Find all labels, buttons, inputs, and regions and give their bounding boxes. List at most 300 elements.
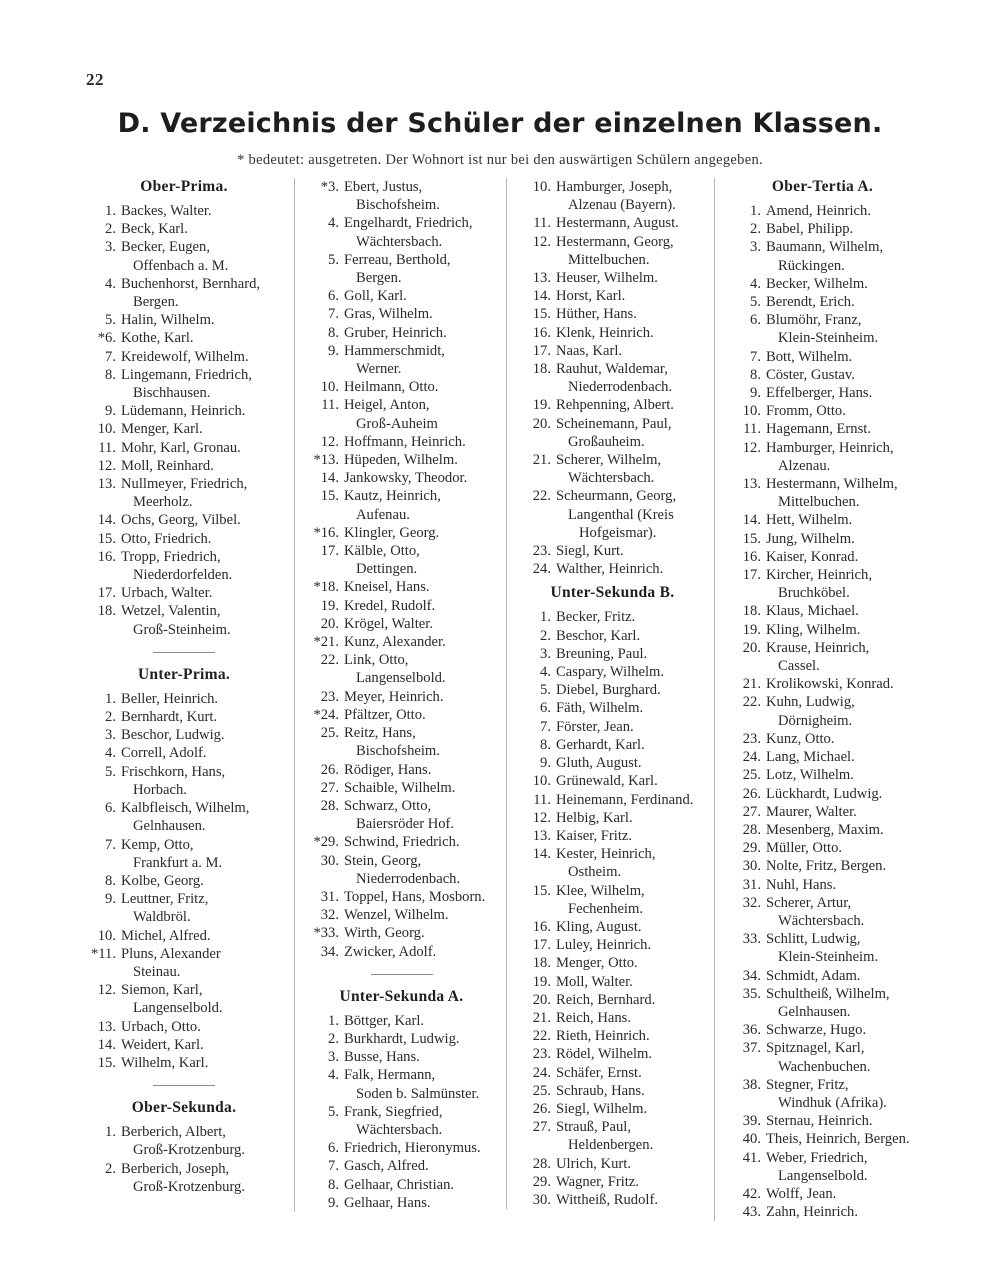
student-entry — [731, 420, 914, 438]
entry-residence: Langenthal (Kreis — [568, 506, 674, 523]
entry-name: Kautz, Heinrich, — [344, 488, 441, 505]
class-heading: Ober-Tertia A. — [771, 178, 874, 195]
entry-name: Lang, Michael. — [766, 749, 855, 766]
entry-number: 29. — [532, 1173, 551, 1190]
student-entry — [86, 366, 282, 402]
entry-number: 2. — [105, 1160, 116, 1177]
student-entry — [731, 475, 914, 511]
entry-name: Weidert, Karl. — [121, 1036, 204, 1053]
entry-name: Förster, Jean. — [556, 718, 634, 735]
entry-residence: Aufenau. — [356, 506, 410, 523]
entry-residence: Steinau. — [133, 963, 181, 980]
entry-number: 8. — [750, 366, 761, 383]
entry-number: 10. — [97, 421, 116, 438]
student-entry — [521, 736, 704, 754]
entry-number: 30. — [320, 852, 339, 869]
student-entry — [731, 530, 914, 548]
entry-number: 2. — [105, 709, 116, 726]
student-entry — [521, 178, 704, 214]
entry-number: 26. — [742, 785, 761, 802]
entry-name: Hamburger, Joseph, — [556, 179, 673, 195]
entry-residence: Klein-Steinheim. — [778, 330, 879, 347]
student-entry — [731, 384, 914, 402]
entry-number: 3. — [105, 727, 116, 744]
student-entry — [309, 324, 494, 342]
entry-name: Schwarze, Hugo. — [766, 1022, 867, 1039]
entry-number: 7. — [540, 718, 551, 735]
entry-residence: Dörnigheim. — [778, 712, 853, 729]
entry-residence: Langenselbold. — [356, 670, 446, 687]
entry-number: 5. — [750, 294, 761, 311]
entry-name: Pfältzer, Otto. — [344, 706, 426, 723]
entry-number: 11. — [533, 215, 551, 232]
entry-name: Siemon, Karl, — [121, 982, 203, 999]
student-entry — [86, 202, 282, 220]
student-entry — [309, 305, 494, 323]
entry-number: *6. — [97, 330, 116, 347]
student-entry — [309, 469, 494, 487]
entry-name: Rieth, Heinrich. — [556, 1028, 650, 1045]
entry-residence: Wächtersbach. — [356, 233, 443, 250]
entry-name: Schmidt, Adam. — [766, 967, 861, 984]
entry-number: 11. — [98, 439, 116, 456]
student-entry — [521, 451, 704, 487]
entry-number: 6. — [750, 312, 761, 329]
student-entry — [309, 906, 494, 924]
student-entry — [731, 238, 914, 274]
student-entry — [521, 415, 704, 451]
entry-number: 10. — [97, 927, 116, 944]
entry-number: 14. — [742, 512, 761, 529]
entry-number: 10. — [742, 403, 761, 420]
entry-name: Hamburger, Heinrich, — [766, 439, 894, 456]
entry-number: 34. — [742, 967, 761, 984]
entry-number: *11. — [91, 945, 116, 962]
student-entry — [309, 597, 494, 615]
student-entry — [521, 1100, 704, 1118]
entry-number: 7. — [750, 348, 761, 365]
student-entry — [309, 1066, 494, 1102]
section-divider — [153, 652, 215, 653]
student-entry — [521, 305, 704, 323]
entry-number: 1. — [105, 203, 116, 219]
entry-number: 9. — [105, 403, 116, 420]
column-1 — [86, 178, 294, 1196]
entry-number: 15. — [742, 530, 761, 547]
student-entry — [731, 402, 914, 420]
entry-name: Zahn, Heinrich. — [766, 1204, 858, 1221]
entry-residence: Groß-Steinheim. — [133, 621, 231, 638]
entry-name: Helbig, Karl. — [556, 809, 633, 826]
student-list — [309, 1012, 494, 1212]
page-number: 22 — [86, 70, 104, 89]
entry-residence: Langenselbold. — [778, 1167, 868, 1184]
entry-name: Kemp, Otto, — [121, 836, 194, 853]
entry-residence: Gelnhausen. — [133, 818, 206, 835]
student-entry — [731, 439, 914, 475]
entry-name: Kredel, Rudolf. — [344, 597, 436, 614]
entry-name: Krögel, Walter. — [344, 615, 433, 632]
entry-name: Schäfer, Ernst. — [556, 1064, 642, 1081]
entry-name: Kolbe, Georg. — [121, 872, 204, 889]
entry-residence: Gelnhausen. — [778, 1003, 851, 1020]
entry-name: Hoffmann, Heinrich. — [344, 433, 466, 450]
student-entry — [309, 451, 494, 469]
student-entry — [731, 548, 914, 566]
student-list — [309, 178, 494, 961]
entry-name: Kalbfleisch, Wilhelm, — [121, 800, 250, 817]
entry-name: Cöster, Gustav. — [766, 366, 855, 383]
class-columns — [86, 178, 914, 1221]
entry-name: Kircher, Heinrich, — [766, 567, 872, 584]
entry-number: 15. — [320, 488, 339, 505]
entry-number: 11. — [743, 421, 761, 438]
entry-number: *21. — [313, 634, 339, 651]
student-entry — [731, 894, 914, 930]
page-subtitle: * bedeutet: ausgetreten. Der Wohnort ist nur bei den auswärtigen Schülern angegeben. — [237, 152, 763, 168]
entry-name: Heuser, Wilhelm. — [556, 270, 658, 287]
entry-residence: Niederrodenbach. — [356, 870, 461, 887]
student-list — [521, 178, 704, 578]
entry-name: Wilhelm, Karl. — [121, 1054, 209, 1071]
entry-number: 13. — [532, 270, 551, 287]
entry-number: 15. — [97, 530, 116, 547]
entry-name: Schraub, Hans. — [556, 1082, 645, 1099]
entry-number: 14. — [320, 470, 339, 487]
entry-number: 34. — [320, 943, 339, 960]
student-entry — [521, 973, 704, 991]
student-entry — [309, 852, 494, 888]
entry-name: Busse, Hans. — [344, 1049, 420, 1066]
student-entry — [731, 348, 914, 366]
student-entry — [309, 178, 494, 214]
class-block-ober-sekunda — [86, 1099, 282, 1196]
entry-number: 12. — [532, 809, 551, 826]
entry-number: 9. — [328, 1194, 339, 1211]
entry-name: Naas, Karl. — [556, 342, 623, 359]
entry-number: 26. — [532, 1100, 551, 1117]
student-entry — [309, 1157, 494, 1175]
student-entry — [731, 566, 914, 602]
student-entry — [521, 663, 704, 681]
entry-residence: Ostheim. — [568, 864, 622, 881]
entry-number: 1. — [105, 1124, 116, 1141]
entry-number: *24. — [313, 706, 339, 723]
entry-name: Hüther, Hans. — [556, 306, 637, 323]
entry-residence: Alzenau (Bayern). — [568, 197, 676, 214]
student-entry — [309, 651, 494, 687]
entry-name: Siegl, Wilhelm. — [556, 1100, 648, 1117]
entry-name: Moll, Reinhard. — [121, 457, 214, 474]
entry-number: 6. — [540, 700, 551, 717]
student-entry — [86, 329, 282, 347]
student-entry — [521, 1009, 704, 1027]
student-entry — [309, 378, 494, 396]
entry-name: Rödiger, Hans. — [344, 761, 432, 778]
entry-number: 22. — [532, 488, 551, 505]
student-entry — [731, 275, 914, 293]
entry-name: Weber, Friedrich, — [766, 1149, 868, 1166]
entry-name: Krause, Heinrich, — [766, 639, 870, 656]
entry-number: 3. — [105, 239, 116, 256]
entry-name: Moll, Walter. — [556, 973, 633, 990]
student-entry — [86, 872, 282, 890]
student-entry — [86, 690, 282, 708]
entry-number: 38. — [742, 1076, 761, 1093]
entry-number: 14. — [97, 512, 116, 529]
student-entry — [521, 699, 704, 717]
class-heading: Ober-Prima. — [140, 178, 228, 195]
entry-residence: Groß-Krotzenburg. — [133, 1142, 245, 1159]
entry-number: 6. — [328, 288, 339, 305]
student-entry — [731, 839, 914, 857]
entry-number: 16. — [97, 548, 116, 565]
entry-number: 7. — [328, 306, 339, 323]
entry-name: Kaiser, Fritz. — [556, 827, 633, 844]
entry-number: 10. — [532, 179, 551, 195]
student-entry — [731, 857, 914, 875]
entry-name: Urbach, Walter. — [121, 585, 213, 602]
entry-name: Hestermann, August. — [556, 215, 679, 232]
entry-number: 27. — [320, 779, 339, 796]
entry-residence: Groß-Auheim — [356, 415, 438, 432]
entry-number: 13. — [532, 827, 551, 844]
entry-name: Becker, Eugen, — [121, 239, 210, 256]
entry-name: Jung, Wilhelm. — [766, 530, 855, 547]
student-entry — [521, 269, 704, 287]
entry-name: Scherer, Artur, — [766, 894, 852, 911]
entry-name: Gluth, August. — [556, 755, 642, 772]
student-entry — [731, 220, 914, 238]
entry-number: 7. — [328, 1158, 339, 1175]
entry-number: 40. — [742, 1131, 761, 1148]
entry-name: Tropp, Friedrich, — [121, 548, 221, 565]
entry-number: 19. — [532, 973, 551, 990]
student-list — [86, 690, 282, 1072]
entry-name: Kling, August. — [556, 918, 642, 935]
entry-name: Maurer, Walter. — [766, 803, 857, 820]
entry-name: Stegner, Fritz, — [766, 1076, 849, 1093]
student-entry — [309, 779, 494, 797]
student-entry — [86, 439, 282, 457]
entry-number: 16. — [532, 918, 551, 935]
entry-residence: Waldbröl. — [133, 909, 191, 926]
student-entry — [521, 627, 704, 645]
entry-name: Hagemann, Ernst. — [766, 421, 871, 438]
entry-residence: Soden b. Salmünster. — [356, 1085, 480, 1102]
entry-number: 5. — [328, 251, 339, 268]
entry-residence: Cassel. — [778, 658, 820, 675]
student-entry — [521, 1045, 704, 1063]
student-entry — [309, 615, 494, 633]
entry-number: 19. — [742, 621, 761, 638]
entry-name: Klenk, Heinrich. — [556, 324, 654, 341]
student-entry — [309, 833, 494, 851]
entry-name: Pluns, Alexander — [121, 945, 221, 962]
entry-name: Fromm, Otto. — [766, 403, 846, 420]
entry-name: Sternau, Heinrich. — [766, 1113, 873, 1130]
entry-name: Rauhut, Waldemar, — [556, 361, 668, 378]
entry-name: Beck, Karl. — [121, 221, 188, 238]
entry-residence: Klein-Steinheim. — [778, 949, 879, 966]
entry-name: Otto, Friedrich. — [121, 530, 212, 547]
entry-name: Bernhardt, Kurt. — [121, 709, 218, 726]
entry-name: Lingemann, Friedrich, — [121, 366, 252, 383]
student-entry — [521, 214, 704, 232]
entry-number: 18. — [532, 361, 551, 378]
entry-residence: Bruchköbel. — [778, 585, 850, 602]
entry-residence: Dettingen. — [356, 561, 418, 578]
student-entry — [86, 402, 282, 420]
class-block-unter-sekunda-a — [309, 988, 494, 1212]
entry-number: 15. — [97, 1054, 116, 1071]
entry-name: Hett, Wilhelm. — [766, 512, 853, 529]
entry-number: 4. — [328, 215, 339, 232]
entry-number: 1. — [105, 690, 116, 707]
student-entry — [521, 918, 704, 936]
entry-number: 12. — [532, 233, 551, 250]
entry-number: 5. — [328, 1103, 339, 1120]
student-entry — [521, 1027, 704, 1045]
entry-name: Theis, Heinrich, Bergen. — [766, 1131, 910, 1148]
entry-name: Frank, Siegfried, — [344, 1103, 443, 1120]
student-entry — [731, 730, 914, 748]
entry-number: 41. — [742, 1149, 761, 1166]
entry-number: 11. — [321, 397, 339, 414]
entry-name: Heigel, Anton, — [344, 397, 430, 414]
student-entry — [86, 1018, 282, 1036]
class-heading: Ober-Sekunda. — [131, 1099, 237, 1117]
entry-name: Urbach, Otto. — [121, 1018, 201, 1035]
entry-number: 6. — [105, 800, 116, 817]
entry-number: 32. — [320, 907, 339, 924]
student-entry — [309, 1176, 494, 1194]
entry-number: 15. — [532, 306, 551, 323]
entry-number: 29. — [742, 840, 761, 857]
entry-number: 4. — [750, 275, 761, 292]
entry-number: 2. — [750, 221, 761, 238]
student-entry — [309, 761, 494, 779]
entry-name: Schwarz, Otto, — [344, 797, 432, 814]
student-entry — [521, 718, 704, 736]
class-block-unter-prima — [86, 666, 282, 1072]
entry-name: Scheurmann, Georg, — [556, 488, 677, 505]
section-divider — [371, 974, 433, 975]
entry-number: *3. — [320, 179, 339, 195]
entry-name: Luley, Heinrich. — [556, 937, 652, 954]
entry-number: 7. — [105, 348, 116, 365]
entry-number: 42. — [742, 1185, 761, 1202]
entry-number: 9. — [750, 385, 761, 402]
student-entry — [86, 548, 282, 584]
entry-number: 30. — [532, 1191, 551, 1208]
entry-name: Scherer, Wilhelm, — [556, 452, 662, 469]
entry-name: Jankowsky, Theodor. — [344, 470, 468, 487]
entry-number: 8. — [105, 872, 116, 889]
class-block-ober-sekunda-continued — [309, 178, 494, 961]
entry-number: 3. — [750, 239, 761, 256]
entry-number: 14. — [532, 846, 551, 863]
entry-name: Blumöhr, Franz, — [766, 312, 862, 329]
student-list — [86, 202, 282, 639]
entry-number: 27. — [532, 1119, 551, 1136]
class-heading: Unter-Sekunda B. — [550, 584, 675, 602]
entry-name: Heinemann, Ferdinand. — [556, 791, 694, 808]
class-heading: Unter-Sekunda A. — [339, 987, 464, 1005]
entry-number: 14. — [97, 1036, 116, 1053]
student-entry — [86, 420, 282, 438]
student-entry — [309, 524, 494, 542]
student-entry — [86, 457, 282, 475]
entry-name: Gasch, Alfred. — [344, 1158, 429, 1175]
entry-name: Buchenhorst, Bernhard, — [121, 275, 261, 292]
entry-name: Falk, Hermann, — [344, 1067, 436, 1084]
entry-name: Leuttner, Fritz, — [121, 891, 209, 908]
entry-number: 24. — [532, 561, 551, 578]
student-entry — [521, 1082, 704, 1100]
entry-name: Berberich, Joseph, — [121, 1160, 230, 1177]
entry-name: Schultheiß, Wilhelm, — [766, 985, 890, 1002]
entry-number: 25. — [320, 725, 339, 742]
student-entry — [86, 763, 282, 799]
entry-name: Correll, Adolf. — [121, 745, 207, 762]
entry-number: 39. — [742, 1113, 761, 1130]
entry-name: Wetzel, Valentin, — [121, 603, 221, 620]
entry-name: Becker, Wilhelm. — [766, 275, 868, 292]
section-divider — [153, 1085, 215, 1086]
student-entry — [86, 311, 282, 329]
student-entry — [731, 985, 914, 1021]
entry-residence: Wächtersbach. — [356, 1121, 443, 1138]
entry-number: 23. — [742, 730, 761, 747]
student-entry — [309, 1048, 494, 1066]
entry-number: 20. — [320, 615, 339, 632]
entry-name: Wolff, Jean. — [766, 1185, 837, 1202]
entry-number: 13. — [97, 476, 116, 493]
student-entry — [731, 693, 914, 729]
entry-name: Berendt, Erich. — [766, 294, 855, 311]
student-entry — [731, 785, 914, 803]
entry-residence: Wächtersbach. — [568, 470, 655, 487]
entry-name: Schwind, Friedrich. — [344, 834, 460, 851]
entry-residence: Langenselbold. — [133, 1000, 223, 1017]
student-list — [86, 1123, 282, 1196]
entry-name: Wagner, Fritz. — [556, 1173, 639, 1190]
student-entry — [731, 293, 914, 311]
entry-name: Michel, Alfred. — [121, 927, 211, 944]
entry-number: 21. — [532, 452, 551, 469]
entry-number: 20. — [742, 639, 761, 656]
student-entry — [86, 584, 282, 602]
student-entry — [731, 639, 914, 675]
student-entry — [309, 633, 494, 651]
entry-residence: Heldenbergen. — [568, 1137, 654, 1154]
entry-name: Kaiser, Konrad. — [766, 548, 859, 565]
entry-number: 28. — [532, 1155, 551, 1172]
entry-residence: Großauheim. — [568, 433, 645, 450]
student-entry — [86, 1054, 282, 1072]
student-entry — [309, 433, 494, 451]
student-entry — [731, 930, 914, 966]
student-entry — [521, 845, 704, 881]
student-entry — [731, 1112, 914, 1130]
entry-name: Halin, Wilhelm. — [121, 312, 215, 329]
student-entry — [521, 542, 704, 560]
student-entry — [521, 287, 704, 305]
entry-name: Toppel, Hans, Mosborn. — [344, 888, 486, 905]
student-entry — [86, 511, 282, 529]
entry-name: Lückhardt, Ludwig. — [766, 785, 883, 802]
